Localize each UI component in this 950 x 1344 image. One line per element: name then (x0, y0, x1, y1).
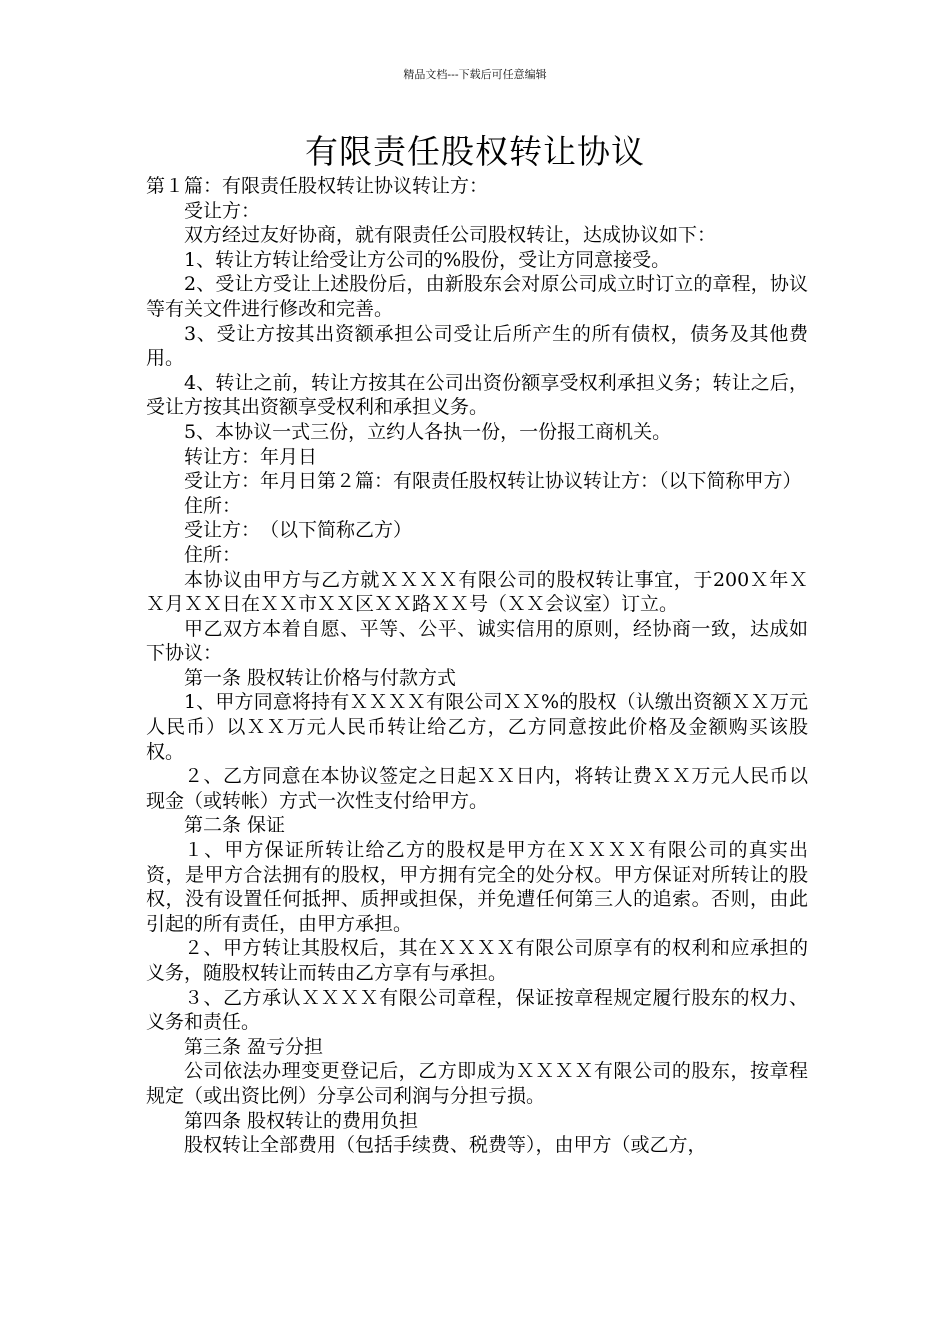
paragraph: 股权转让全部费用（包括手续费、税费等），由甲方（或乙方， (184, 1134, 707, 1157)
paragraph: 本协议由甲方与乙方就ＸＸＸＸ有限公司的股权转让事宜，于200Ｘ年ＸＸ月ＸＸ日在ＸＸ市ＸＸ区ＸＸ路ＸＸ号（ＸＸ会议室）订立。 (146, 568, 808, 616)
document-body (146, 174, 808, 1158)
paragraph: 第１篇：有限责任股权转让协议转让方： (146, 175, 489, 197)
paragraph: 1、转让方转让给受让方公司的%股份，受让方同意接受。 (184, 248, 671, 271)
paragraph: 公司依法办理变更登记后，乙方即成为ＸＸＸＸ有限公司的股东，按章程规定（或出资比例）分享公司利润与分担亏损。 (146, 1060, 808, 1107)
document-title: 有限责任股权转让协议 (305, 132, 645, 171)
paragraph: 第二条 保证 (184, 814, 286, 837)
paragraph: 第一条 股权转让价格与付款方式 (184, 666, 457, 689)
paragraph: 甲乙双方本着自愿、平等、公平、诚实信用的原则，经协商一致，达成如下协议： (146, 617, 808, 665)
paragraph: 第四条 股权转让的费用负担 (184, 1109, 419, 1132)
paragraph: 受让方：年月日第２篇：有限责任股权转让协议转让方：（以下简称甲方） (184, 470, 802, 493)
paragraph: 3、受让方按其出资额承担公司受让后所产生的所有债权，债务及其他费用。 (146, 322, 808, 370)
paragraph: ２、甲方转让其股权后，其在ＸＸＸＸ有限公司原享有的权利和应承担的义务，随股权转让而转由乙方享有与承担。 (146, 937, 808, 984)
paragraph: 受让方： （以下简称乙方） (184, 519, 413, 542)
paragraph: 转让方：年月日 (184, 445, 318, 468)
page-header: 精品文档---下载后可任意编辑 (403, 68, 547, 81)
paragraph: 1、甲方同意将持有ＸＸＸＸ有限公司ＸＸ%的股权（认缴出资额ＸＸ万元人民币）以ＸＸ万元人民币转让给乙方，乙方同意按此价格及金额购买该股权。 (146, 691, 808, 763)
paragraph: ２、乙方同意在本协议签定之日起ＸＸ日内，将转让费ＸＸ万元人民币以现金（或转帐）方式一次性支付给甲方。 (146, 765, 808, 812)
paragraph: ３、乙方承认ＸＸＸＸ有限公司章程，保证按章程规定履行股东的权力、义务和责任。 (146, 986, 808, 1034)
paragraph: 受让方： (184, 199, 261, 222)
paragraph: １、甲方保证所转让给乙方的股权是甲方在ＸＸＸＸ有限公司的真实出资，是甲方合法拥有的股权，甲方拥有完全的处分权。甲方保证对所转让的股权，没有设置任何抵押、质押或担保，并免遭任何第三人的追索。否则，由此引起的所有责任，由甲方承担。 (146, 839, 808, 935)
paragraph: 5、本协议一式三份，立约人各执一份，一份报工商机关。 (184, 420, 672, 443)
paragraph: 双方经过友好协商，就有限责任公司股权转让，达成协议如下： (184, 224, 717, 247)
paragraph: 2、受让方受让上述股份后，由新股东会对原公司成立时订立的章程，协议等有关文件进行修改和完善。 (146, 273, 808, 320)
paragraph: 住所： (184, 494, 242, 517)
paragraph: 住所： (184, 543, 242, 566)
paragraph: 4、转让之前，转让方按其在公司出资份额享受权利承担义务；转让之后，受让方按其出资额享受权利和承担义务。 (146, 371, 808, 419)
paragraph: 第三条 盈亏分担 (184, 1035, 324, 1058)
